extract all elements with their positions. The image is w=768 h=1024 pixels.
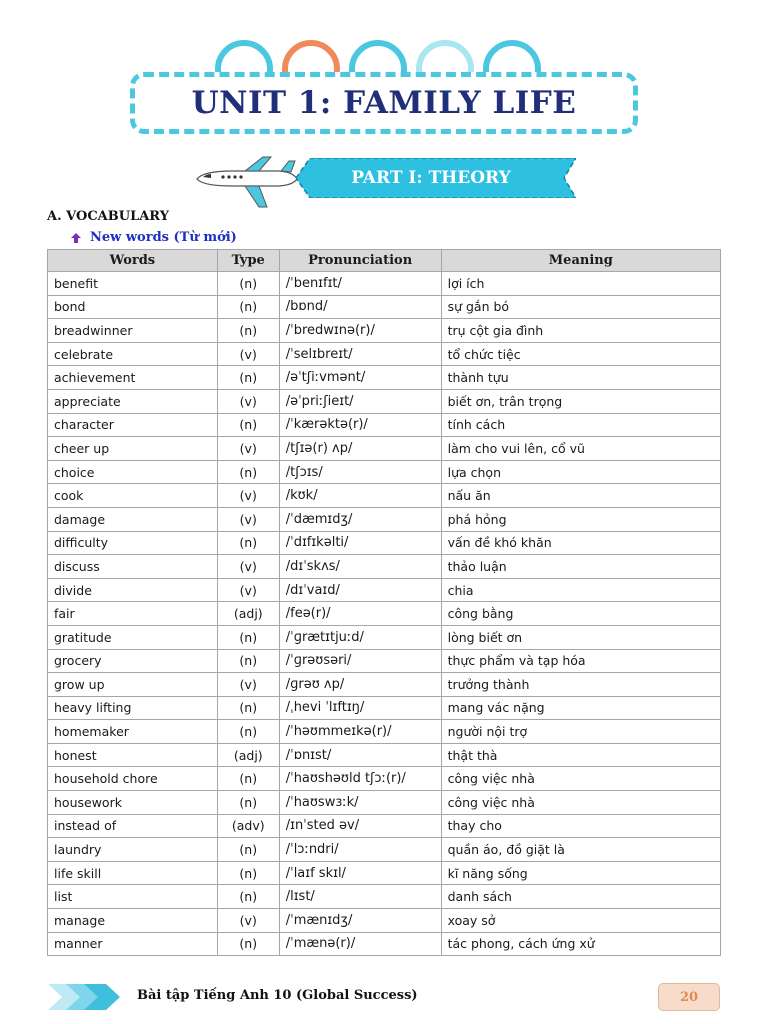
cell-pronunciation: /bɒnd/ <box>279 295 441 319</box>
cell-type: (v) <box>217 389 279 413</box>
section-heading: A. VOCABULARY <box>47 209 169 224</box>
airplane-icon <box>193 155 313 209</box>
cell-word: manage <box>48 909 218 933</box>
table-row <box>48 295 721 319</box>
cell-word: discuss <box>48 555 218 579</box>
column-header-pronunciation: Pronunciation <box>279 250 441 272</box>
cell-pronunciation: /ˈbenɪfɪt/ <box>279 272 441 296</box>
cell-meaning: xoay sở <box>441 909 720 933</box>
cell-type: (n) <box>217 272 279 296</box>
cell-type: (v) <box>217 578 279 602</box>
cell-meaning: thành tựu <box>441 366 720 390</box>
cell-type: (v) <box>217 555 279 579</box>
cell-meaning: trụ cột gia đình <box>441 319 720 343</box>
cell-pronunciation: /əˈtʃiːvmənt/ <box>279 366 441 390</box>
cell-meaning: mang vác nặng <box>441 696 720 720</box>
cell-pronunciation: /ˈmænə(r)/ <box>279 932 441 956</box>
cell-type: (n) <box>217 791 279 815</box>
column-header-words: Words <box>48 250 218 272</box>
column-header-meaning: Meaning <box>441 250 720 272</box>
table-row <box>48 602 721 626</box>
cell-pronunciation: /tʃɪə(r) ʌp/ <box>279 437 441 461</box>
cell-meaning: tính cách <box>441 413 720 437</box>
cell-word: instead of <box>48 814 218 838</box>
cell-meaning: công việc nhà <box>441 767 720 791</box>
table-row <box>48 720 721 744</box>
cell-pronunciation: /ˈbredwɪnə(r)/ <box>279 319 441 343</box>
table-row <box>48 791 721 815</box>
cell-pronunciation: /ˈhəʊmmeɪkə(r)/ <box>279 720 441 744</box>
cell-meaning: thay cho <box>441 814 720 838</box>
cell-meaning: quần áo, đồ giặt là <box>441 838 720 862</box>
table-row <box>48 743 721 767</box>
cell-pronunciation: /lɪst/ <box>279 885 441 909</box>
cell-meaning: sự gắn bó <box>441 295 720 319</box>
cell-word: difficulty <box>48 531 218 555</box>
cell-word: homemaker <box>48 720 218 744</box>
cell-meaning: người nội trợ <box>441 720 720 744</box>
cell-meaning: thảo luận <box>441 555 720 579</box>
cell-meaning: thật thà <box>441 743 720 767</box>
table-row <box>48 389 721 413</box>
cell-pronunciation: /ˈkærəktə(r)/ <box>279 413 441 437</box>
table-row <box>48 484 721 508</box>
cell-meaning: làm cho vui lên, cổ vũ <box>441 437 720 461</box>
cell-meaning: nấu ăn <box>441 484 720 508</box>
cell-meaning: thực phẩm và tạp hóa <box>441 649 720 673</box>
cell-word: celebrate <box>48 342 218 366</box>
cell-word: housework <box>48 791 218 815</box>
table-row <box>48 555 721 579</box>
table-row <box>48 885 721 909</box>
cell-word: gratitude <box>48 625 218 649</box>
cell-word: breadwinner <box>48 319 218 343</box>
table-row <box>48 531 721 555</box>
footer-arrows-icon <box>48 982 128 1012</box>
cell-pronunciation: /tʃɔɪs/ <box>279 460 441 484</box>
subheading-row <box>70 230 237 245</box>
cell-meaning: chia <box>441 578 720 602</box>
table-row <box>48 649 721 673</box>
cell-pronunciation: /əˈpriːʃieɪt/ <box>279 389 441 413</box>
table-row <box>48 366 721 390</box>
table-row <box>48 319 721 343</box>
table-row <box>48 838 721 862</box>
cell-pronunciation: /ˈhaʊswɜːk/ <box>279 791 441 815</box>
cell-pronunciation: /ˈmænɪdʒ/ <box>279 909 441 933</box>
cell-word: fair <box>48 602 218 626</box>
cell-pronunciation: /ɪnˈsted əv/ <box>279 814 441 838</box>
cell-pronunciation: /ˈdɪfɪkəlti/ <box>279 531 441 555</box>
cell-type: (n) <box>217 366 279 390</box>
cell-word: cheer up <box>48 437 218 461</box>
cell-type: (adj) <box>217 602 279 626</box>
table-row <box>48 909 721 933</box>
cell-type: (n) <box>217 295 279 319</box>
part-title: PART I: THEORY <box>351 168 511 188</box>
cell-type: (n) <box>217 649 279 673</box>
cell-meaning: phá hỏng <box>441 507 720 531</box>
cell-type: (adv) <box>217 814 279 838</box>
column-header-type: Type <box>217 250 279 272</box>
cell-pronunciation: /dɪˈskʌs/ <box>279 555 441 579</box>
cell-meaning: kĩ năng sống <box>441 861 720 885</box>
cell-pronunciation: /feə(r)/ <box>279 602 441 626</box>
table-row <box>48 814 721 838</box>
table-row <box>48 932 721 956</box>
table-row <box>48 861 721 885</box>
table-row <box>48 272 721 296</box>
cell-type: (v) <box>217 673 279 697</box>
table-row <box>48 578 721 602</box>
cell-word: honest <box>48 743 218 767</box>
cell-type: (v) <box>217 484 279 508</box>
cell-type: (n) <box>217 720 279 744</box>
cell-word: damage <box>48 507 218 531</box>
cell-meaning: danh sách <box>441 885 720 909</box>
table-row <box>48 437 721 461</box>
vocabulary-table <box>47 249 721 956</box>
cell-type: (n) <box>217 767 279 791</box>
cell-type: (n) <box>217 932 279 956</box>
cell-type: (n) <box>217 885 279 909</box>
cell-meaning: lòng biết ơn <box>441 625 720 649</box>
table-row <box>48 507 721 531</box>
cell-pronunciation: /ˈdæmɪdʒ/ <box>279 507 441 531</box>
cell-pronunciation: /ˈɡrəʊsəri/ <box>279 649 441 673</box>
cell-pronunciation: /ˌhevi ˈlɪftɪŋ/ <box>279 696 441 720</box>
cell-type: (v) <box>217 507 279 531</box>
cell-meaning: lựa chọn <box>441 460 720 484</box>
table-row <box>48 460 721 484</box>
cell-word: grocery <box>48 649 218 673</box>
cell-word: grow up <box>48 673 218 697</box>
cell-type: (n) <box>217 861 279 885</box>
cell-word: manner <box>48 932 218 956</box>
cell-type: (n) <box>217 838 279 862</box>
cell-word: achievement <box>48 366 218 390</box>
cell-word: benefit <box>48 272 218 296</box>
cell-type: (v) <box>217 437 279 461</box>
cell-word: life skill <box>48 861 218 885</box>
cell-meaning: tổ chức tiệc <box>441 342 720 366</box>
cell-word: character <box>48 413 218 437</box>
cell-meaning: vấn đề khó khăn <box>441 531 720 555</box>
cell-word: cook <box>48 484 218 508</box>
table-row <box>48 413 721 437</box>
cell-word: choice <box>48 460 218 484</box>
cell-word: laundry <box>48 838 218 862</box>
table-row <box>48 673 721 697</box>
cell-type: (v) <box>217 342 279 366</box>
cell-pronunciation: /ˈɡrætɪtjuːd/ <box>279 625 441 649</box>
cell-type: (n) <box>217 696 279 720</box>
cell-word: appreciate <box>48 389 218 413</box>
cell-type: (n) <box>217 460 279 484</box>
page-number: 20 <box>658 983 720 1011</box>
table-row <box>48 696 721 720</box>
unit-title: UNIT 1: FAMILY LIFE <box>191 85 577 121</box>
cell-pronunciation: /ˈlaɪf skɪl/ <box>279 861 441 885</box>
table-header-row <box>48 250 721 272</box>
cell-pronunciation: /ɡrəʊ ʌp/ <box>279 673 441 697</box>
book-title: Bài tập Tiếng Anh 10 (Global Success) <box>137 988 418 1003</box>
cell-type: (n) <box>217 319 279 343</box>
table-row <box>48 767 721 791</box>
cell-word: household chore <box>48 767 218 791</box>
cell-meaning: trưởng thành <box>441 673 720 697</box>
cell-pronunciation: /ˈlɔːndri/ <box>279 838 441 862</box>
cell-word: divide <box>48 578 218 602</box>
table-body <box>48 272 721 956</box>
cell-meaning: lợi ích <box>441 272 720 296</box>
cell-meaning: tác phong, cách ứng xử <box>441 932 720 956</box>
cell-word: list <box>48 885 218 909</box>
cell-pronunciation: /dɪˈvaɪd/ <box>279 578 441 602</box>
table-row <box>48 625 721 649</box>
cell-pronunciation: /ˈhaʊshəʊld tʃɔː(r)/ <box>279 767 441 791</box>
cell-type: (n) <box>217 625 279 649</box>
arrow-bullet-icon <box>70 232 82 244</box>
cell-pronunciation: /ˈselɪbreɪt/ <box>279 342 441 366</box>
cell-word: heavy lifting <box>48 696 218 720</box>
cell-type: (n) <box>217 531 279 555</box>
cell-pronunciation: /kʊk/ <box>279 484 441 508</box>
cell-type: (adj) <box>217 743 279 767</box>
subheading: New words (Từ mới) <box>90 230 237 245</box>
cell-type: (n) <box>217 413 279 437</box>
cell-meaning: công việc nhà <box>441 791 720 815</box>
cell-word: bond <box>48 295 218 319</box>
table-row <box>48 342 721 366</box>
cell-meaning: công bằng <box>441 602 720 626</box>
cell-pronunciation: /ˈɒnɪst/ <box>279 743 441 767</box>
cell-type: (v) <box>217 909 279 933</box>
cell-meaning: biết ơn, trân trọng <box>441 389 720 413</box>
unit-title-box <box>130 72 638 134</box>
